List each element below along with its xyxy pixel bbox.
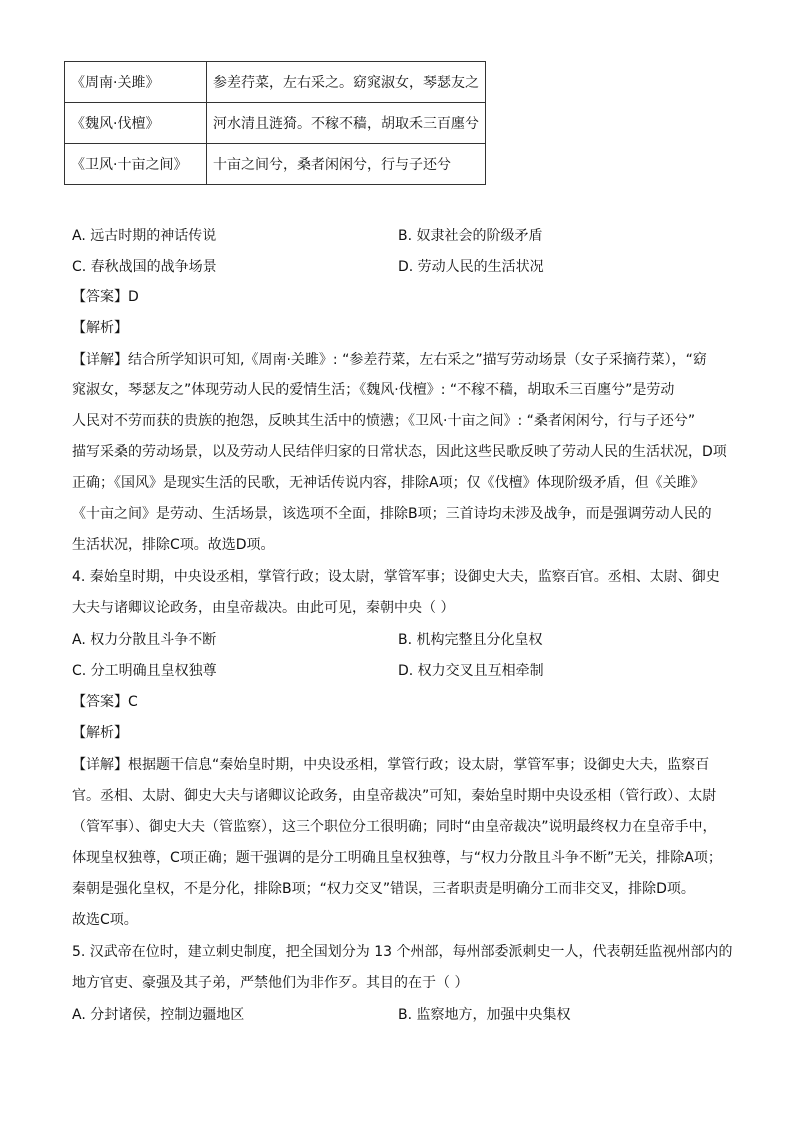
option-c: C. 分工明确且皇权独尊 <box>72 663 217 679</box>
poem-title-cell: 《卫风·十亩之间》 <box>65 144 207 185</box>
explanation-line: 正确；《国风》是现实生活的民歌，无神话传说内容，排除A项；仅《伐檀》体现阶级矛盾，但《关雎》 <box>72 475 705 491</box>
table-row <box>65 62 486 103</box>
explanation-line: 【详解】根据题干信息“秦始皇时期，中央设丞相，掌管行政；设太尉，掌管军事；设御史大夫，监察百 <box>72 757 710 773</box>
answer-line: 【答案】D <box>72 289 139 305</box>
question-stem: 5. 汉武帝在位时，建立刺史制度，把全国划分为 13 个州部，每州部委派刺史一人，代表朝廷监视州部内的 <box>72 944 733 960</box>
answer-line: 【答案】C <box>72 694 138 710</box>
table-row <box>65 144 486 185</box>
poem-title-cell: 《魏风·伐檀》 <box>65 103 207 144</box>
question-stem: 4. 秦始皇时期，中央设丞相，掌管行政；设太尉，掌管军事；设御史大夫，监察百官。丞相、太尉、御史 <box>72 569 720 585</box>
option-c: C. 春秋战国的战争场景 <box>72 259 217 275</box>
option-a: A. 远古时期的神话传说 <box>72 228 217 244</box>
poem-title-cell: 《周南·关雎》 <box>65 62 207 103</box>
option-b: B. 机构完整且分化皇权 <box>398 632 543 648</box>
option-d: D. 权力交叉且互相牵制 <box>398 663 544 679</box>
poem-text-cell: 参差荇菜，左右采之。窈窕淑女，琴瑟友之 <box>207 62 486 103</box>
option-a: A. 分封诸侯，控制边疆地区 <box>72 1007 245 1023</box>
analysis-label: 【解析】 <box>72 320 128 336</box>
explanation-line: 人民对不劳而获的贵族的抱怨，反映其生活中的愤懑；《卫风·十亩之间》: “桑者闲闲兮，行与子还兮” <box>72 413 696 429</box>
explanation-line: 窕淑女，琴瑟友之”体现劳动人民的爱情生活；《魏风·伐檀》: “不稼不穑，胡取禾三百廛兮”是劳动 <box>72 382 675 398</box>
explanation-line: 《十亩之间》是劳动、生活场景，该选项不全面，排除B项；三首诗均未涉及战争，而是强调劳动人民的 <box>72 506 712 522</box>
option-b: B. 监察地方，加强中央集权 <box>398 1007 571 1023</box>
question-stem: 大夫与诸卿议论政务，由皇帝裁决。由此可见，秦朝中央（ ） <box>72 600 455 616</box>
explanation-line: 故选C项。 <box>72 912 138 928</box>
explanation-line: 官。丞相、太尉、御史大夫与诸卿议论政务，由皇帝裁决”可知，秦始皇时期中央设丞相（管行政）、太尉 <box>72 788 717 804</box>
explanation-line: 生活状况，排除C项。故选D项。 <box>72 537 275 553</box>
explanation-line: 秦朝是强化皇权，不是分化，排除B项；“权力交叉”错误，三者职责是明确分工而非交叉，排除D项。 <box>72 881 695 897</box>
table-row <box>65 103 486 144</box>
poem-table <box>64 61 486 185</box>
explanation-line: 体现皇权独尊，C项正确；题干强调的是分工明确且皇权独尊，与“权力分散且斗争不断”无关，排除A项； <box>72 850 722 866</box>
poem-text-cell: 河水清且涟猗。不稼不穑，胡取禾三百廛兮 <box>207 103 486 144</box>
option-a: A. 权力分散且斗争不断 <box>72 632 217 648</box>
explanation-line: 描写采桑的劳动场景，以及劳动人民结伴归家的日常状态，因此这些民歌反映了劳动人民的生活状况，D项 <box>72 444 727 460</box>
question-stem: 地方官吏、豪强及其子弟，严禁他们为非作歹。其目的在于（ ） <box>72 975 469 991</box>
poem-text-cell: 十亩之间兮，桑者闲闲兮，行与子还兮 <box>207 144 486 185</box>
option-b: B. 奴隶社会的阶级矛盾 <box>398 228 543 244</box>
option-d: D. 劳动人民的生活状况 <box>398 259 544 275</box>
explanation-line: 【详解】结合所学知识可知,《周南·关雎》: “参差荇菜，左右采之”描写劳动场景（女子采摘荇菜），“窈 <box>72 352 707 368</box>
explanation-line: （管军事）、御史大夫（管监察），这三个职位分工很明确；同时“由皇帝裁决”说明最终权力在皇帝手中， <box>72 819 717 835</box>
analysis-label: 【解析】 <box>72 725 128 741</box>
